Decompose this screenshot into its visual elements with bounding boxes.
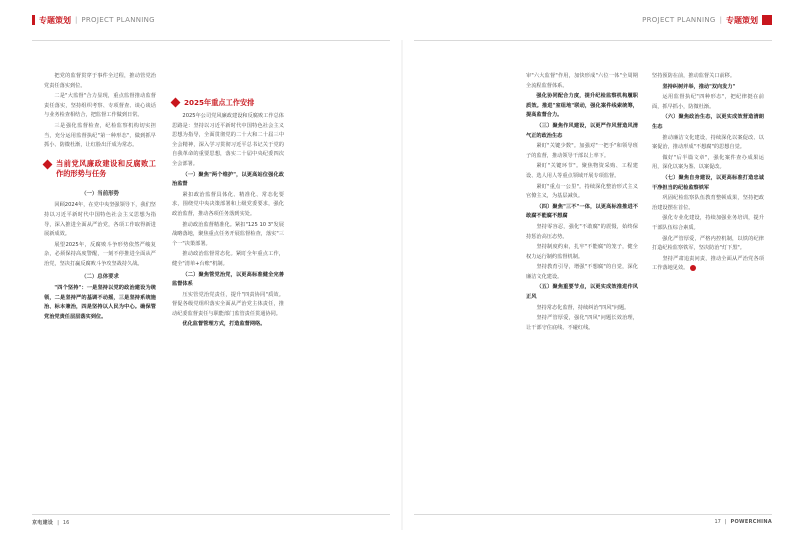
column-2-title: 2025年重点工作安排 — [172, 98, 254, 108]
paragraph: 2025年公司党风廉政建设和反腐败工作总体思路是：坚持以习近平新时代中国特色社会主义思想为指导，全面贯彻党的二十大和二十届三中全会精神，深入学习贯彻习近平总书记关于党的自我革命的重要思想，落实二十届中央纪委四次全会部署。 — [172, 113, 284, 167]
header-left — [32, 0, 155, 40]
paragraph: 三是强化监督检查，纪检监察机构切实担当，充分运用监督执纪"第一种形态"，做到抓早抓小、防微杜渐，让红脸出汗成为常态。 — [44, 122, 156, 149]
footer-rule-right — [414, 514, 772, 515]
paragraph-bold: 强化协同配合力度，提升纪检监察机构履职质效。推进"室组地"联动，强化案件线索统筹，提高监督合力。 — [526, 93, 638, 119]
paragraph: 坚持教育引导，增强"不想腐"的自觉，深化廉洁文化建设。 — [526, 264, 638, 280]
footer-separator-right: | — [724, 519, 727, 525]
section-title: 当前党风廉政建设和反腐败工作的形势与任务 — [44, 159, 156, 180]
paragraph-bold: （一）聚焦"两个维护"，以更高站位强化政治监督 — [172, 171, 284, 188]
column-3 — [526, 72, 638, 334]
paragraph: 二是"大监督"合力显现，重点监督推动监督责任落实，坚持组织考察、专项督查、谈心谈话与业务检查相结合，把监督工作做到日常。 — [44, 93, 156, 119]
paragraph-bold: "四个坚持"：一是坚持以党的政治建设为统领，二是坚持严的基调不动摇，三是坚持系统施治、标本兼治，四是坚持以人民为中心。确保管党治党责任层层落实到位。 — [44, 285, 156, 320]
header-separator-right: | — [719, 16, 722, 24]
paragraph-bold: （五）聚焦重要节点，以更实成效推进作风正风 — [526, 284, 638, 301]
paragraph-bold: （三）聚焦作风建设，以更严作风营造风清气正的政治生态 — [526, 122, 638, 139]
header-section-cn: 专题策划 — [39, 15, 71, 25]
header-accent-tab — [762, 15, 772, 25]
subsection-heading: （二）总体要求 — [81, 273, 119, 280]
paragraph: 坚持零容忍，强化"不敢腐"的震慑，始终保持惩治高压态势。 — [526, 223, 638, 240]
paragraph: 紧盯"关键环节"。聚焦物资采购、工程建设、选人用人等重点领域开展专项监督。 — [526, 163, 638, 179]
paragraph: 展望2025年，反腐败斗争形势依然严峻复杂，必须保持高度警醒，一刻不停推进全面从严治党，坚决打赢反腐败斗争攻坚战持久战。 — [44, 241, 156, 267]
paragraph: 回顾2024年，在党中央坚强领导下，我们坚持以习近平新时代中国特色社会主义思想为指导，深入推进全面从严治党，各项工作取得新进展新成效。 — [44, 202, 156, 238]
paragraph-bold: （四）聚焦"三不"一体，以更高标准推进不敢腐不能腐不想腐 — [526, 203, 638, 220]
footer-right — [714, 519, 772, 525]
paragraph: 坚持常态化监督，持续纠治"四风"问题。 — [536, 304, 630, 311]
paragraph: 紧盯"关键少数"。加强对"一把手"和领导班子的监督，推动领导干部以上率下。 — [526, 143, 638, 159]
header-accent-bar — [32, 15, 35, 25]
end-mark-icon — [690, 265, 696, 271]
paragraph-end-text: 坚持严肃追责问责，推动全面从严治党各项工作落地见效。 — [652, 255, 764, 272]
footer-brand-right: POWERCHINA — [730, 519, 772, 525]
header-section-en: PROJECT PLANNING — [81, 16, 155, 24]
paragraph: 强化严管厚爱，严格内控机制，以铁的纪律打造纪检监察铁军，坚决防治"灯下黑"。 — [652, 235, 764, 252]
paragraph: 紧盯"重点一公里"。持续深化整治形式主义官僚主义，为基层减负。 — [526, 183, 638, 200]
footer-left — [32, 519, 69, 526]
paragraph: 做好"后半篇文章"，强化案件查办成果运用，深化以案为鉴、以案促改。 — [652, 154, 764, 171]
paragraph-end — [652, 255, 764, 274]
column-1 — [44, 72, 156, 323]
paragraph: 坚持预防在前，推动监督关口前移。 — [652, 73, 736, 79]
paragraph-bold: （二）聚焦管党治党，以更高标准健全完善监督体系 — [172, 271, 284, 288]
paragraph: 压实管党治党责任，提升"四责协同"质效。督促各级党组织落实全面从严治党主体责任，推动纪委监督责任与职能部门监管责任贯通协同。 — [172, 291, 284, 317]
paragraph: 推动廉洁文化建设，持续深化以案促改、以案促治，推动形成"不想腐"的思想自觉。 — [652, 134, 764, 151]
paragraph: 坚持严管厚爱，强化"四风"问题长效治理，让干部守住底线、不碰红线。 — [526, 315, 638, 331]
paragraph: 坚持制度约束，扎牢"不能腐"的笼子，健全权力运行制约监督机制。 — [526, 244, 638, 260]
footer-rule-left — [32, 514, 390, 515]
paragraph-bold: （七）聚焦自身建设，以更高标准打造忠诚干净担当的纪检监察铁军 — [652, 174, 764, 191]
page-number-right: 17 — [714, 519, 721, 525]
paragraph: 运用监督执纪"四种形态"，把纪律挺在前面，抓早抓小，防微杜渐。 — [652, 94, 764, 110]
footer-brand-left: 京电建设 — [32, 520, 54, 526]
paragraph: 巩固纪检监察队伍教育整顿成果，坚持把政治建设摆在首位。 — [652, 195, 764, 211]
page-spine — [401, 40, 403, 530]
column-2 — [172, 112, 284, 331]
paragraph-bold: （六）聚焦政治生态，以更实成效营造清朗生态 — [652, 114, 764, 130]
header-rule-left — [32, 40, 390, 41]
page-number-left: 16 — [62, 519, 70, 526]
paragraph: 审"六大监督"作用，加快形成"六位一体"全周期全流程监督体系。 — [526, 73, 638, 89]
paragraph-bold: 优化监督管理方式，打造监督网络。 — [182, 321, 266, 328]
paragraph: 推动政治监督常态化。紧盯全年重点工作，健全"清单+台账"机制。 — [172, 251, 284, 267]
header-right — [642, 0, 772, 40]
subsection-heading: （一）当前形势 — [81, 190, 119, 197]
paragraph: 强化专业化建设，持续加强业务培训，提升干部队伍综合素质。 — [652, 215, 764, 231]
footer-separator: | — [57, 519, 59, 526]
column-4 — [652, 72, 764, 275]
paragraph: 紧扣政治监督具体化、精准化、常态化要求，围绕党中央决策部署和上级党委要求，强化政治监督，推动各项任务落到实处。 — [172, 191, 284, 217]
paragraph-bold: 坚持纠树并举，推动"双向发力" — [662, 83, 736, 90]
header-section-cn-right: 专题策划 — [726, 15, 758, 25]
header-section-en-right: PROJECT PLANNING — [642, 16, 716, 24]
header-rule-right — [414, 40, 772, 41]
header-separator: | — [75, 16, 78, 24]
paragraph: 把党的监督贯穿于事件全过程，推动管党治党责任落实到位。 — [44, 73, 156, 89]
paragraph: 推动政治监督精准化。紧扣"125 10 3"发展战略落地，聚焦重点任务开展监督检查，落实"三个一"决策部署。 — [172, 221, 284, 247]
